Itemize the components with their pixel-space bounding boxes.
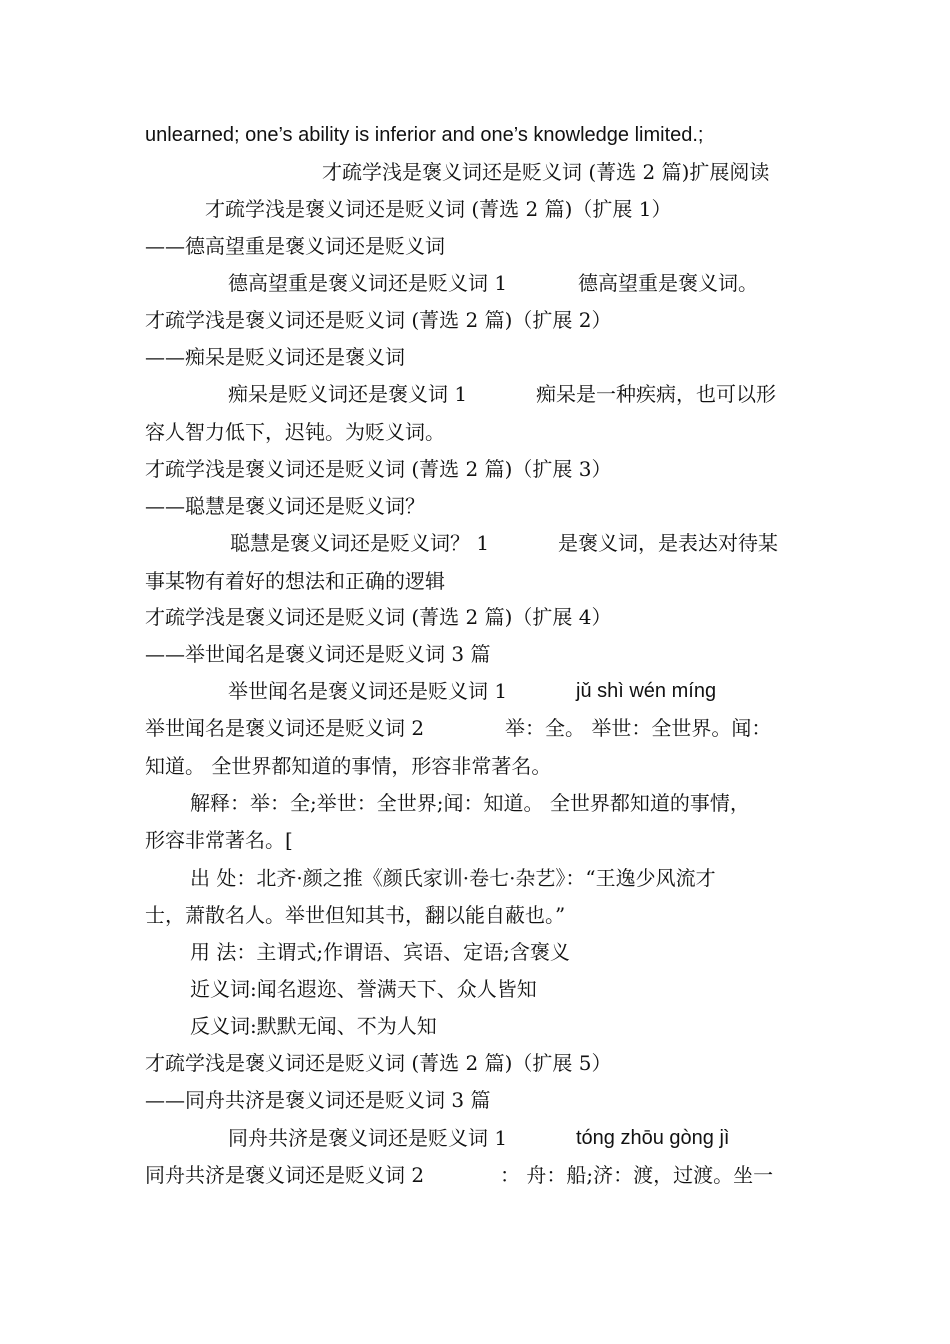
entry-title: 同舟共济是褒义词还是贬义词 1 xyxy=(228,1126,508,1150)
extension-heading: 才疏学浅是褒义词还是贬义词 (菁选 2 篇)（扩展 4） xyxy=(145,605,612,629)
entry-title: 德高望重是褒义词还是贬义词 1 xyxy=(228,271,508,295)
extension-heading: 才疏学浅是褒义词还是贬义词 (菁选 2 篇)（扩展 1） xyxy=(205,197,672,221)
usage-line: 用 法：主谓式;作谓语、宾语、定语;含褒义 xyxy=(190,940,570,964)
extension-heading: 才疏学浅是褒义词还是贬义词 (菁选 2 篇)（扩展 2） xyxy=(145,308,612,332)
pinyin-text: tóng zhōu gòng jì xyxy=(576,1127,730,1149)
entry-text: 痴呆是一种疾病，也可以形 xyxy=(536,382,776,406)
entry-title: 举世闻名是褒义词还是贬义词 1 xyxy=(228,679,508,703)
paragraph-line: 解释：举：全;举世：全世界;闻：知道。 全世界都知道的事情， xyxy=(190,791,750,815)
section-heading: 才疏学浅是褒义词还是贬义词 (菁选 2 篇)扩展阅读 xyxy=(322,160,770,184)
entry-title: 同舟共济是褒义词还是贬义词 2 xyxy=(145,1163,425,1187)
paragraph-line: 形容非常著名。[ xyxy=(145,828,293,852)
extension-subtitle: ——德高望重是褒义词还是贬义词 xyxy=(145,234,445,258)
extension-heading: 才疏学浅是褒义词还是贬义词 (菁选 2 篇)（扩展 5） xyxy=(145,1051,612,1075)
paragraph-line: 士，萧散名人。举世但知其书，翻以能自蔽也。” xyxy=(145,903,566,927)
synonym-line: 近义词:闻名遐迩、誉满天下、众人皆知 xyxy=(190,977,537,1001)
entry-text: ： 舟：船;济：渡，过渡。坐一 xyxy=(500,1163,774,1187)
pinyin-text: jǔ shì wén míng xyxy=(576,680,717,702)
paragraph-line: unlearned; one’s ability is inferior and one’s knowledge limited.; xyxy=(145,124,704,146)
paragraph-line: 容人智力低下，迟钝。为贬义词。 xyxy=(145,420,445,444)
extension-heading: 才疏学浅是褒义词还是贬义词 (菁选 2 篇)（扩展 3） xyxy=(145,457,612,481)
entry-text: 是褒义词，是表达对待某 xyxy=(558,531,778,555)
entry-text: 举：全。 举世：全世界。闻： xyxy=(505,716,772,740)
extension-subtitle: ——聪慧是褒义词还是贬义词？ xyxy=(145,494,425,518)
entry-text: 德高望重是褒义词。 xyxy=(578,271,758,295)
extension-subtitle: ——同舟共济是褒义词还是贬义词 3 篇 xyxy=(145,1088,491,1112)
paragraph-line: 知道。 全世界都知道的事情，形容非常著名。 xyxy=(145,754,552,778)
paragraph-line: 出 处：北齐·颜之推《颜氏家训·卷七·杂艺》：“王逸少风流才 xyxy=(190,866,716,890)
extension-subtitle: ——痴呆是贬义词还是褒义词 xyxy=(145,345,405,369)
extension-subtitle: ——举世闻名是褒义词还是贬义词 3 篇 xyxy=(145,642,491,666)
entry-title: 痴呆是贬义词还是褒义词 1 xyxy=(228,382,468,406)
entry-title: 聪慧是褒义词还是贬义词？ 1 xyxy=(230,531,490,555)
antonym-line: 反义词:默默无闻、不为人知 xyxy=(190,1014,437,1038)
paragraph-line: 事某物有着好的想法和正确的逻辑 xyxy=(145,569,445,593)
entry-title: 举世闻名是褒义词还是贬义词 2 xyxy=(145,716,425,740)
